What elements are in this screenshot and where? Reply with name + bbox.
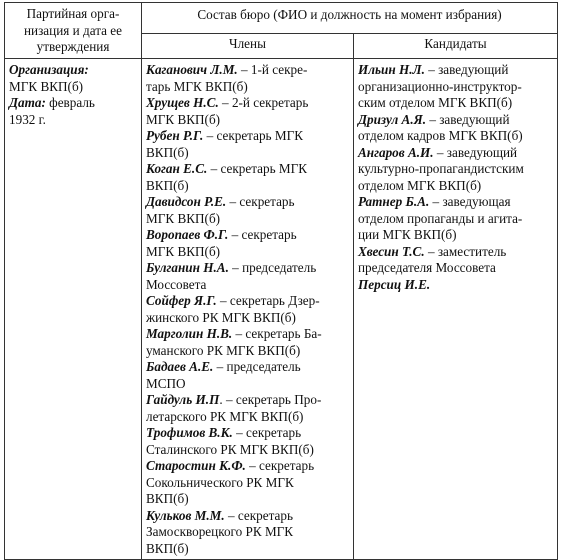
org-header-line: Партийная орга-: [26, 6, 120, 21]
members-header: Члены: [142, 33, 354, 58]
position-text: ции МГК ВКП(б): [358, 227, 457, 242]
bureau-table: [4, 2, 558, 560]
entry-line: [358, 161, 553, 178]
members-cell: [142, 59, 354, 560]
member-entry: [146, 260, 349, 293]
entry-line: [358, 62, 553, 79]
position-text: отделом пропаганды и агита-: [358, 210, 523, 226]
position-text: Сталинского РК МГК ВКП(б): [146, 441, 314, 457]
position-text: – заведующий: [426, 111, 510, 127]
org-label: Организация:: [9, 62, 89, 77]
candidates-cell: [354, 59, 558, 560]
position-text: Моссовета: [146, 276, 207, 292]
organization-cell: [5, 59, 142, 560]
entry-line: [146, 343, 349, 360]
person-name: Сойфер Я.Г.: [146, 293, 217, 308]
entry-line: [146, 524, 349, 541]
entry-line: [358, 244, 553, 261]
position-text: МГК ВКП(б): [146, 243, 221, 259]
entry-line: [146, 112, 349, 129]
candidates-list: [358, 62, 553, 293]
position-text: – заместитель: [424, 243, 507, 259]
entry-line: [146, 475, 349, 492]
entry-line: [358, 128, 553, 145]
person-name: Давидсон Р.Е.: [146, 194, 227, 209]
entry-line: [146, 310, 349, 327]
entry-line: [358, 194, 553, 211]
person-name: Хвесин Т.С.: [358, 243, 425, 259]
member-entry: [146, 161, 349, 194]
org-line: [9, 112, 137, 129]
composition-header: Состав бюро (ФИО и должность на момент избрания): [142, 3, 558, 34]
position-text: тарь МГК ВКП(б): [146, 78, 248, 94]
position-text: – секретарь: [228, 227, 297, 242]
member-entry: [146, 227, 349, 260]
entry-line: [146, 359, 349, 376]
entry-line: [146, 79, 349, 96]
member-entry: [146, 425, 349, 458]
person-name: Рубен Р.Г.: [146, 128, 204, 143]
entry-line: [358, 145, 553, 162]
person-name: Старостин К.Ф.: [146, 458, 246, 473]
entry-line: [146, 178, 349, 195]
entry-line: [358, 178, 553, 195]
member-entry: [146, 458, 349, 508]
entry-line: [146, 211, 349, 228]
entry-line: [146, 392, 349, 409]
position-text: МГК ВКП(б): [146, 111, 221, 127]
members-list: [146, 62, 349, 557]
entry-line: [146, 244, 349, 261]
person-name: Марголин Н.В.: [146, 326, 233, 341]
member-entry: [146, 95, 349, 128]
position-text: – секретарь: [226, 194, 295, 209]
person-name: Хрущев Н.С.: [146, 95, 219, 110]
entry-line: [358, 112, 553, 129]
person-name: Кульков М.М.: [146, 507, 225, 523]
position-text: ВКП(б): [146, 144, 189, 160]
position-text: культурно-пропагандистским: [358, 161, 524, 176]
member-entry: [146, 62, 349, 95]
person-name: Воропаев Ф.Г.: [146, 227, 229, 242]
position-text: – 1-й секре-: [237, 62, 308, 77]
position-text: – 2-й секретарь: [218, 95, 309, 110]
org-header-line: утверждения: [36, 39, 110, 54]
date-value: февраль: [49, 95, 95, 110]
position-text: – секретарь МГК: [203, 128, 304, 143]
position-text: – секретарь: [232, 425, 302, 440]
entry-line: [146, 409, 349, 426]
org-line: [9, 95, 137, 112]
position-text: – заведующий: [433, 144, 518, 160]
position-text: МСПО: [146, 375, 186, 391]
entry-line: [146, 458, 349, 475]
entry-line: [146, 491, 349, 508]
position-text: Сокольнического РК МГК: [146, 474, 294, 490]
entry-line: [146, 442, 349, 459]
org-header-line: низация и дата ее: [23, 22, 122, 38]
person-name: Бадаев А.Е.: [146, 359, 214, 374]
position-text: отделом кадров МГК ВКП(б): [358, 128, 523, 143]
position-text: – секретарь МГК: [207, 161, 308, 176]
year-value: 1932 г.: [9, 111, 46, 127]
entry-line: [146, 277, 349, 294]
person-name: Дризул А.Я.: [358, 111, 427, 127]
position-text: жинского РК МГК ВКП(б): [146, 309, 296, 325]
entry-line: [146, 541, 349, 558]
entry-line: [358, 79, 553, 96]
position-text: – секретарь: [245, 458, 315, 473]
member-entry: [146, 128, 349, 161]
position-text: – председатель: [213, 359, 301, 374]
position-text: – секретарь: [224, 507, 293, 523]
person-name: Ратнер Б.А.: [358, 194, 430, 209]
position-text: – заведующая: [429, 194, 511, 209]
org-line: [9, 62, 137, 79]
entry-line: [146, 260, 349, 277]
entry-line: [146, 227, 349, 244]
body-row: [5, 59, 558, 560]
position-text: летарского РК МГК ВКП(б): [146, 408, 304, 424]
entry-line: [146, 508, 349, 525]
position-text: МГК ВКП(б): [146, 210, 221, 226]
entry-line: [146, 293, 349, 310]
header-row: [5, 3, 558, 34]
position-text: отделом МГК ВКП(б): [358, 177, 482, 193]
position-text: ВКП(б): [146, 540, 189, 556]
candidate-entry: [358, 244, 553, 277]
position-text: – заведующий: [424, 62, 509, 77]
candidate-entry: [358, 194, 553, 244]
member-entry: [146, 194, 349, 227]
entry-line: [146, 62, 349, 79]
member-entry: [146, 293, 349, 326]
date-label: Дата:: [9, 95, 46, 110]
entry-line: [146, 95, 349, 112]
candidate-entry: [358, 62, 553, 112]
person-name: Булганин Н.А.: [146, 260, 229, 275]
person-name: Гайдуль И.П: [146, 392, 220, 407]
position-text: – секретарь Ба-: [232, 326, 322, 341]
person-name: Коган Е.С.: [146, 161, 208, 176]
member-entry: [146, 508, 349, 558]
person-name: Каганович Л.М.: [146, 62, 238, 77]
entry-line: [146, 376, 349, 393]
position-text: ВКП(б): [146, 177, 189, 193]
position-text: уманского РК МГК ВКП(б): [146, 342, 301, 358]
person-name: Трофимов В.К.: [146, 425, 233, 440]
person-name: Ильин Н.Л.: [358, 62, 425, 77]
candidate-entry: [358, 145, 553, 195]
entry-line: [146, 425, 349, 442]
org-column-header: [5, 3, 142, 59]
entry-line: [358, 277, 553, 294]
entry-line: [146, 145, 349, 162]
candidate-entry: [358, 277, 553, 294]
org-line: [9, 79, 137, 96]
member-entry: [146, 359, 349, 392]
entry-line: [358, 260, 553, 277]
member-entry: [146, 326, 349, 359]
position-text: ским отделом МГК ВКП(б): [358, 95, 513, 110]
position-text: председателя Моссовета: [358, 260, 496, 275]
position-text: . – секретарь Про-: [219, 392, 322, 407]
entry-line: [358, 95, 553, 112]
org-value: МГК ВКП(б): [9, 78, 84, 94]
position-text: – секретарь Дзер-: [216, 293, 320, 308]
entry-line: [146, 194, 349, 211]
entry-line: [358, 227, 553, 244]
position-text: Замоскворецкого РК МГК: [146, 524, 294, 539]
member-entry: [146, 392, 349, 425]
position-text: ВКП(б): [146, 491, 189, 506]
candidates-header: Кандидаты: [354, 33, 558, 58]
entry-line: [146, 128, 349, 145]
entry-line: [358, 211, 553, 228]
person-name: Ангаров А.И.: [358, 144, 434, 160]
position-text: – председатель: [228, 260, 317, 275]
entry-line: [146, 326, 349, 343]
candidate-entry: [358, 112, 553, 145]
person-name: Персиц И.Е.: [358, 276, 431, 292]
entry-line: [146, 161, 349, 178]
position-text: организационно-инструктор-: [358, 78, 522, 94]
